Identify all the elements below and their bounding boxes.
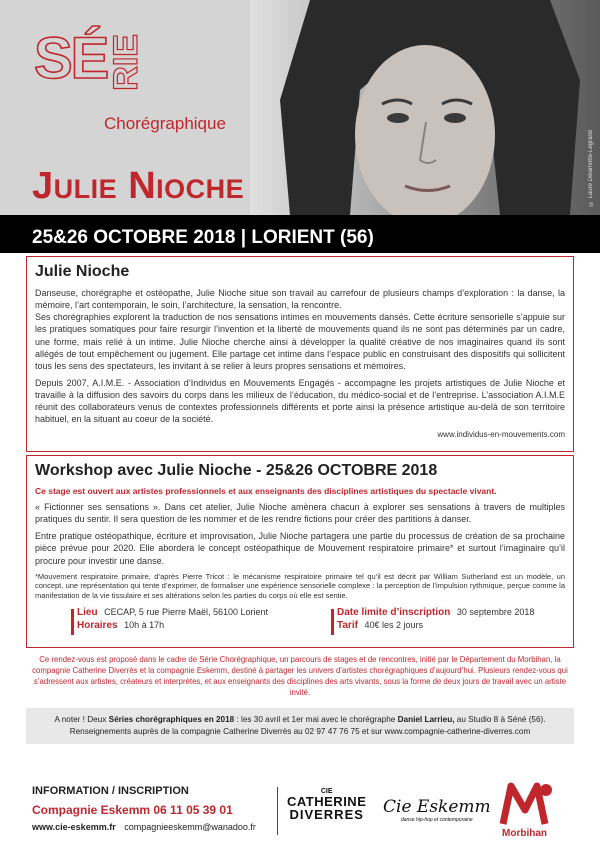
logo-eskemm-name: Cie Eskemm [383,797,491,817]
info-deadline [337,607,534,618]
info-deadline-label: Date limite d’inscription [337,606,451,618]
footer-email-link[interactable]: compagnieeskemm@wanadoo.fr [124,822,256,832]
info-horaires [77,620,164,631]
notice-text-a: A noter ! Deux [54,715,109,724]
workshop-section-title: Workshop avec Julie Nioche - 25&26 OCTOBRE 2018 [35,462,438,479]
serie-logo-se: SÉ [34,26,108,91]
program-description: Ce rendez-vous est proposé dans le cadre de Série Chorégraphique, un parcours de stages et de rencontres, initié par le Département du Morbihan, la compagnie Catherine Diverrès et la compagnie Eskemm, destiné à partager les univers d’artistes chorégraphiques d’aujourd’hui. Plusieurs rendez-vous qui s’adressent aux artistes, créateurs et interprètes, et aux enseignants des disciplines des arts vivants, sous la forme de deux jours de travail avec un artiste invité. [32,655,568,697]
notice-text-d: Daniel Larrieu, [397,715,455,724]
info-tarif-label: Tarif [337,619,358,631]
info-horaires-value: 10h à 17h [124,619,165,630]
info-tarif-value: 40€ les 2 jours [364,619,423,630]
artist-paragraph-3: Depuis 2007, A.I.M.E. - Association d’Individus en Mouvements Engagés - accompagne les projets artistiques de Julie Nioche et travaille à la diffusion des savoirs du corps dans les milieux de l’éducation, du médico-social et de l’entreprise. L’association A.I.M.E réunit des collaborateurs venus de contextes professionnels différents et porte ainsi la présence artistique au-delà de son territoire habituel, en la situant au coeur de la société. [35,377,565,425]
artist-paragraph-2: Ses chorégraphies explorent la traduction de nos sensations intimes en mouvements dansés. Cette écriture sensorielle s’appuie sur les pratiques somatiques pour faire resurgir l’invention et la liberté de mouvements quand ils ne sont pas déterminés par un cadre, une forme, mais relié à un intime. Julie Nioche cherche ainsi à développer la qualité créative de nos imaginaires quand ils sont allégés de tout empêchement ou jugement. Elle partage cet intime dans l’espace public en construisant des dispositifs qui sollicitent tous les sens des spectateurs, les invitant à se relier à leurs propres sensations et mémoires. [35,312,565,371]
notice-banner [26,708,574,744]
date-bar: 25&26 OCTOBRE 2018 | LORIENT (56) [0,215,600,253]
serie-logo [34,26,145,91]
serie-logo-rie: RIE [107,34,145,91]
notice-line-1 [26,714,574,726]
info-lieu [77,607,268,618]
footer [0,755,600,848]
info-lieu-label: Lieu [77,606,98,618]
footer-website-link[interactable]: www.cie-eskemm.fr [32,822,116,832]
logo-morbihan-label: Morbihan [502,828,547,839]
info-tarif [337,620,423,631]
footer-info-title: INFORMATION / INSCRIPTION [32,785,189,797]
workshop-paragraph-1: « Fictionner ses sensations ». Dans cet atelier, Julie Nioche amènera chacun à explorer ses sensations à travers de multiples pratiques du sentir. Il sera question de les nommer et de les rendre fictions pour créer des partitions à danser. [35,502,565,525]
notice-line-2: Renseignements auprès de la compagnie Catherine Diverrès au 02 97 47 76 75 et sur www.compagnie-catherine-diverres.com [69,726,531,736]
workshop-section [26,455,574,648]
footer-contact [32,822,256,832]
photo-credit: © Laure Delamotte-Legrand [588,130,594,207]
artist-website-link[interactable]: www.individus-en-mouvements.com [437,429,565,439]
logo-eskemm-sub: danse hip-hop et contemporaine [400,817,473,823]
info-lieu-value: CECAP, 5 rue Pierre Maël, 56100 Lorient [104,606,269,617]
artist-section [26,256,574,452]
artist-paragraph-1: Danseuse, chorégraphe et ostéopathe, Julie Nioche situe son travail au carrefour de plusieurs champs d’exploration : la danse, la mémoire, l’art contemporain, le soin, l’architecture, la sensation, la rencontre. [35,288,565,311]
morbihan-emblem-icon [497,780,557,828]
logo-cd-catherine: CATHERINE [287,794,367,809]
footer-separator [277,787,278,835]
workshop-intro: Ce stage est ouvert aux artistes professionnels et aux enseignants des disciplines artistiques du spectacle vivant. [35,486,497,496]
info-divider-right [331,609,334,635]
artist-photo [250,0,600,215]
workshop-footnote: *Mouvement respiratoire primaire, d’après Pierre Tricot : le mécanisme respiratoire primaire tel qu’il est décrit par William Sutherland est un modèle, un concept, une représentation qui tente d’exprimer, de formaliser une expérience sensorielle complexe : la perception de l’impulsion rythmique, perçue comme la manifestation de la vie tissulaire et ses altérations selon les parties du corps où elle est sentie. [35,571,565,601]
info-divider-left [71,609,74,635]
morbihan-logo [497,780,557,840]
artist-name-title: Julie Nioche [32,165,245,207]
info-deadline-value: 30 septembre 2018 [456,606,535,617]
footer-phone[interactable]: Compagnie Eskemm 06 11 05 39 01 [32,803,233,817]
catherine-diverres-logo [287,788,366,821]
header-banner [0,0,600,215]
portrait-illustration [250,0,600,215]
notice-text-e: au Studio 8 à Séné (56). [454,715,546,724]
workshop-paragraph-2: Entre pratique ostéopathique, écriture et improvisation, Julie Nioche partagera une partie du processus de création de sa prochaine pièce prévue pour 2020. Elle abordera le concept ostéopathique de Mouvement respiratoire primaire* et surtout l’imaginaire qu’il procure pour investir une danse. [35,531,565,566]
workshop-practical-info [35,607,565,635]
eskemm-logo [383,797,491,823]
logo-cd-cie: CIE [320,788,333,795]
notice-text-c: : les 30 avril et 1er mai avec le chorégraphe [234,715,398,724]
notice-text-b: Séries chorégraphiques en 2018 [108,715,235,724]
artist-section-title: Julie Nioche [35,263,130,280]
info-horaires-label: Horaires [77,619,118,631]
logo-cd-diverres: DIVERRES [289,807,364,822]
serie-subtitle: Chorégraphique [104,114,226,133]
